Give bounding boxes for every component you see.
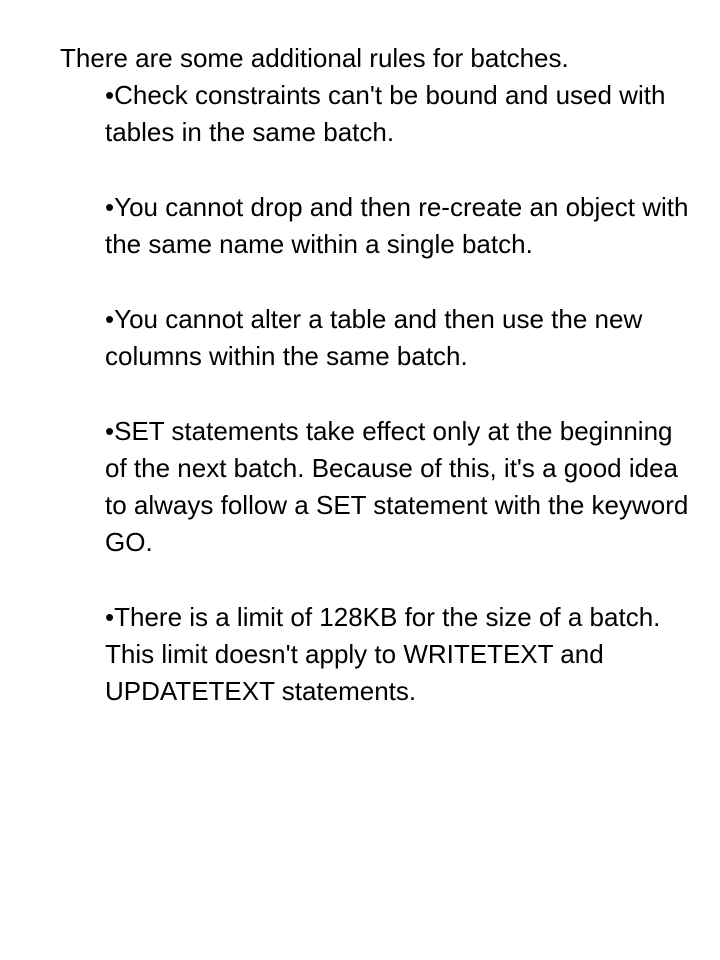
rule-item	[105, 413, 690, 561]
bullet-glyph: •	[105, 80, 115, 110]
bullet-glyph: •	[105, 192, 115, 222]
rules-list	[60, 77, 690, 710]
rule-item	[105, 77, 690, 151]
slide-content	[60, 40, 690, 710]
bullet-glyph: •	[105, 416, 115, 446]
intro-text: There are some additional rules for batches.	[60, 43, 569, 73]
rule-text: Check constraints can't be bound and used with tables in the same batch.	[105, 80, 666, 147]
bullet-glyph: •	[105, 304, 115, 334]
rule-text: You cannot drop and then re-create an object with the same name within a single batch.	[105, 192, 689, 259]
rule-text: You cannot alter a table and then use the new columns within the same batch.	[105, 304, 643, 371]
bullet-glyph: •	[105, 602, 115, 632]
rule-item	[105, 599, 690, 710]
rule-text: There is a limit of 128KB for the size of a batch. This limit doesn't apply to WRITETEXT and UPDATETEXT statements.	[105, 602, 661, 706]
rule-item	[105, 189, 690, 263]
rule-item	[105, 301, 690, 375]
rule-text: SET statements take effect only at the beginning of the next batch. Because of this, it's a good idea to always follow a SET statement with the keyword GO.	[105, 416, 689, 557]
